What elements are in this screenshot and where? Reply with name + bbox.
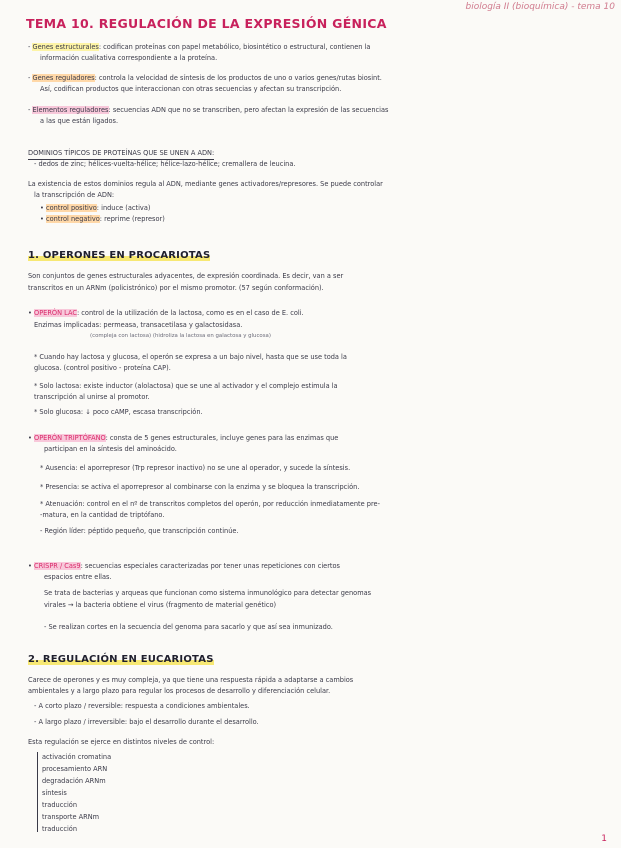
crispr-line-4: virales → la bacteria obtiene el virus (fragmento de material genético) — [44, 601, 277, 609]
levels-bracket — [37, 752, 38, 832]
level-item: procesamiento ARN — [42, 765, 108, 773]
page-title: TEMA 10. REGULACIÓN DE LA EXPRESIÓN GÉNICA — [26, 16, 387, 31]
intro-term-3: Elementos reguladores — [32, 106, 109, 114]
intro-line-2: información cualitativa correspondiente a la proteína. — [40, 54, 218, 62]
dominios-bullet-1: • control positivo: induce (activa) — [40, 204, 151, 212]
operon-trp-line-7: - Región líder: péptido pequeño, que transcripción continúe. — [40, 527, 239, 535]
intro-term-1: Genes estructurales — [32, 43, 99, 51]
crispr-line-1: • CRISPR / Cas9: secuencias especiales caracterizadas por tener unas repeticiones con ciertos — [28, 562, 340, 570]
operon-trp-line-3: * Ausencia: el aporrepresor (Trp represor inactivo) no se une al operador, y sucede la síntesis. — [40, 464, 351, 472]
level-item: síntesis — [42, 789, 67, 797]
intro-line-5: - Elementos reguladores: secuencias ADN que no se transcriben, pero afectan la expresión de las secuencias — [28, 106, 389, 114]
crispr-line-2: espacios entre ellas. — [44, 573, 112, 581]
dominios-bullet-2: • control negativo: reprime (represor) — [40, 215, 165, 223]
intro-line-6: a las que están ligados. — [40, 117, 119, 125]
operon-trp-line-2: participan en la síntesis del aminoácido. — [44, 445, 177, 453]
level-item: traducción — [42, 801, 77, 809]
dominios-line-3: la transcripción de ADN: — [34, 191, 115, 199]
section-1-heading: 1. OPERONES EN PROCARIOTAS — [28, 250, 211, 261]
operon-lac-title: OPERÓN LAC — [34, 309, 77, 317]
intro-line-3: - Genes reguladores: controla la velocidad de síntesis de los productos de uno o varios genes/rutas biosint. — [28, 74, 382, 82]
operon-lac-line-8: * Solo glucosa: ↓ poco cAMP, escasa transcripción. — [34, 408, 203, 416]
intro-term-2: Genes reguladores — [32, 74, 95, 82]
operon-lac-line-2: Enzimas implicadas: permeasa, transacetilasa y galactosidasa. — [34, 321, 243, 329]
dominios-line-2: La existencia de estos dominios regula al ADN, mediante genes activadores/represores. Se puede controlar — [28, 180, 383, 188]
operon-trp-line-4: * Presencia: se activa el aporrepresor al combinarse con la enzima y se bloquea la transcripción. — [40, 483, 360, 491]
operon-lac-line-7: transcripción al unirse al promotor. — [34, 393, 150, 401]
crispr-line-3: Se trata de bacterias y arqueas que funcionan como sistema inmunológico para detectar genomas — [44, 589, 372, 597]
intro-line-1: - Genes estructurales: codifican proteínas con papel metabólico, biosintético o estructural, contienen la — [28, 43, 371, 51]
sec1-intro-2: transcritos en un ARNm (policistrónico) por el mismo promotor. (57 según conformación). — [28, 284, 324, 292]
operon-trp-line-6: -matura, en la cantidad de triptófano. — [40, 511, 165, 519]
level-item: activación cromatina — [42, 753, 112, 761]
operon-trp-title: OPERÓN TRIPTÓFANO — [34, 434, 106, 442]
sec2-intro-2: ambientales y a largo plazo para regular los procesos de desarrollo y diferenciación celular. — [28, 687, 331, 695]
sec2-intro-4: - A largo plazo / irreversible: bajo el desarrollo durante el desarrollo. — [34, 718, 259, 726]
crispr-title: CRISPR / Cas9 — [34, 562, 81, 570]
sec1-intro-1: Son conjuntos de genes estructurales adyacentes, de expresión coordinada. Es decir, van a ser — [28, 272, 344, 280]
crispr-line-5: - Se realizan cortes en la secuencia del genoma para sacarlo y que así sea inmunizado. — [44, 623, 333, 631]
levels-intro: Esta regulación se ejerce en distintos niveles de control: — [28, 738, 215, 746]
sec2-intro-1: Carece de operones y es muy compleja, ya que tiene una respuesta rápida a adaptarse a cambios — [28, 676, 354, 684]
operon-lac-line-4: * Cuando hay lactosa y glucosa, el operón se expresa a un bajo nivel, hasta que se use toda la — [34, 353, 347, 361]
dominios-line-1: - dedos de zinc; hélices-vuelta-hélice; hélice-lazo-hélice; cremallera de leucina. — [34, 160, 296, 168]
page-number: 1 — [601, 834, 607, 844]
operon-trp-line-5: * Atenuación: control en el nº de transcritos completos del operón, por reducción inmediatamente pre- — [40, 500, 380, 508]
level-item: transporte ARNm — [42, 813, 100, 821]
intro-line-4: Así, codifican productos que interaccionan con otras secuencias y afectan su transcripción. — [40, 85, 342, 93]
section-2-heading: 2. REGULACIÓN EN EUCARIOTAS — [28, 654, 214, 665]
sec2-intro-3: - A corto plazo / reversible: respuesta a condiciones ambientales. — [34, 702, 250, 710]
operon-lac-line-6: * Solo lactosa: existe inductor (alolactosa) que se une al activador y el complejo estimula la — [34, 382, 338, 390]
operon-lac-line-3: (compleja con lactosa) (hidroliza la lactosa en galactosa y glucosa) — [90, 333, 271, 339]
operon-lac-line-1: • OPERÓN LAC: control de la utilización de la lactosa, como es en el caso de E. coli. — [28, 309, 304, 317]
level-item: degradación ARNm — [42, 777, 106, 785]
operon-lac-line-5: glucosa. (control positivo - proteína CAP). — [34, 364, 171, 372]
level-item: traducción — [42, 825, 77, 833]
operon-trp-line-1: • OPERÓN TRIPTÓFANO: consta de 5 genes estructurales, incluye genes para las enzimas que — [28, 434, 339, 442]
dominios-heading: DOMINIOS TÍPICOS DE PROTEÍNAS QUE SE UNEN A ADN: — [28, 148, 214, 160]
page-header: biología II (bioquímica) - tema 10 — [465, 2, 615, 12]
